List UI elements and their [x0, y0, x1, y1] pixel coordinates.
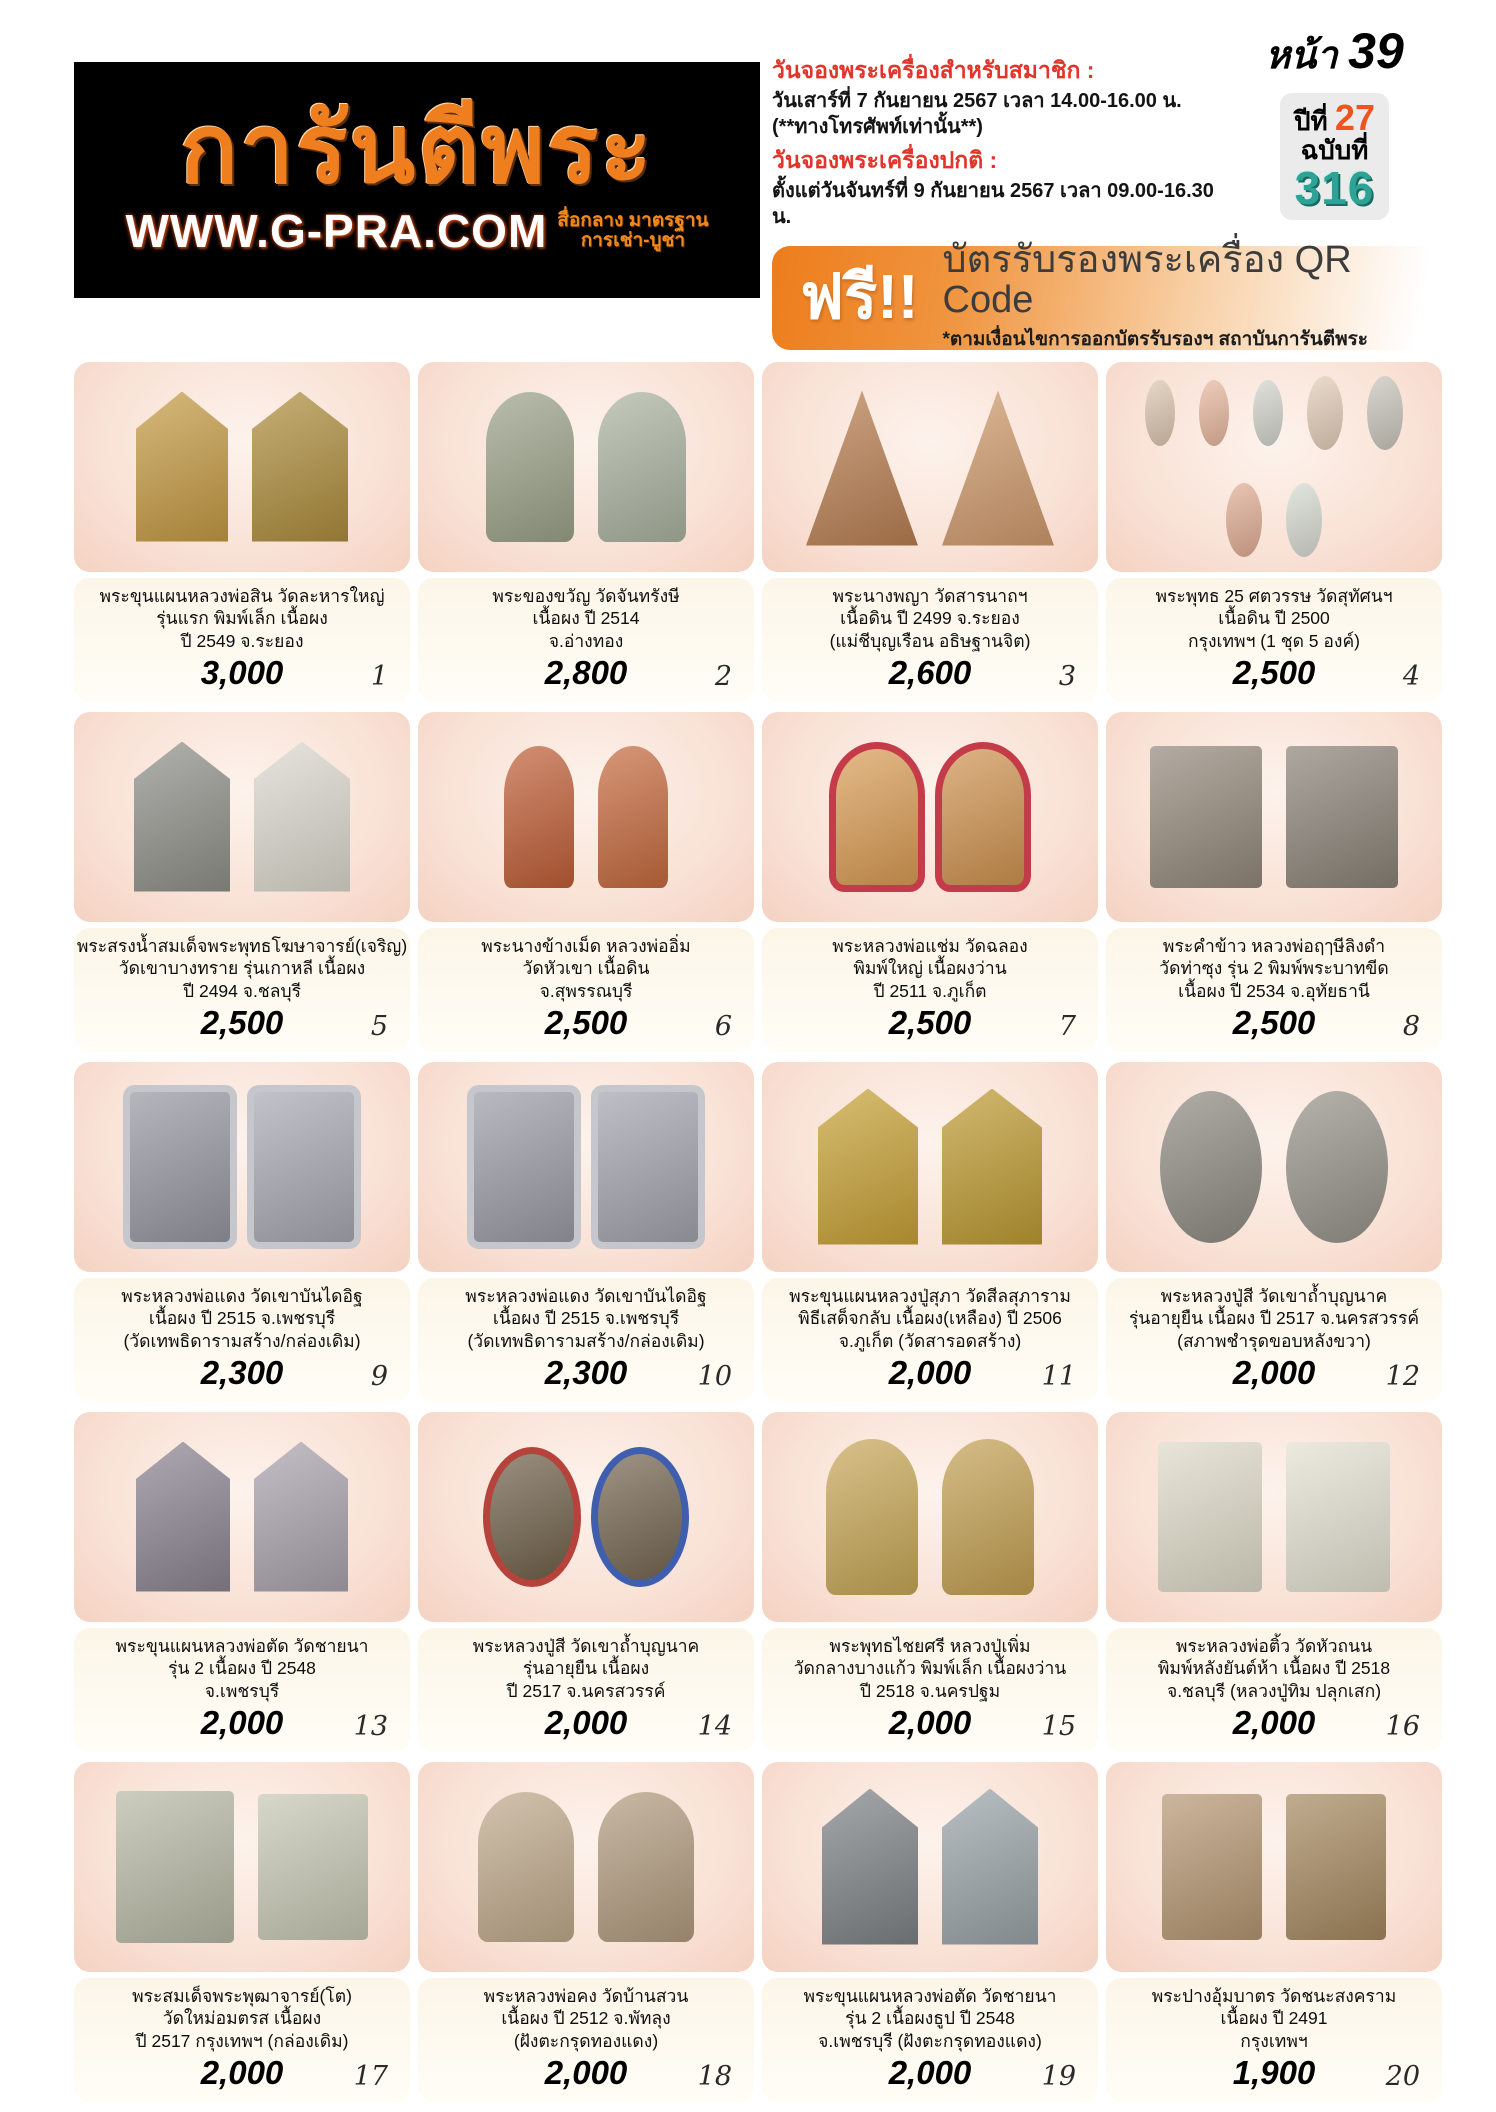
item-location-line: (ฝังตะกรุดทองแดง) [513, 2031, 659, 2051]
item-title: พระหลวงพ่อแดง วัดเขาบันไดอิฐ [465, 1285, 707, 1306]
amulet-photo [762, 1062, 1098, 1272]
item-number: 2 [714, 660, 732, 692]
item-detail-line: รุ่นอายุยืน เนื้อผง ปี 2517 จ.นครสวรรค์ [1128, 1308, 1420, 1329]
item-number: 6 [714, 1010, 732, 1042]
item-location-line: จ.ภูเก็ต (วัดสารอดสร้าง) [838, 1331, 1022, 1351]
item-title: พระคำข้าว หลวงพ่อฤๅษีลิงดำ [1162, 935, 1386, 956]
amulet-image [1162, 1794, 1262, 1940]
amulet-image [942, 388, 1054, 546]
amulet-photo [74, 1762, 410, 1972]
item-title: พระหลวงปู่สี วัดเขาถ้ำบุญนาค [472, 1635, 700, 1656]
amulet-image [1286, 746, 1398, 888]
amulet-photo [418, 1762, 754, 1972]
amulet-grid [74, 362, 1442, 2102]
item-price: 2,600 [888, 653, 972, 691]
item-location-line: ปี 2517 จ.นครสวรรค์ [506, 1681, 666, 1701]
item-detail-line: เนื้อดิน ปี 2500 [1218, 608, 1330, 629]
item-title: พระขุนแผนหลวงพ่อตัด วัดชายนา [115, 1635, 369, 1656]
catalog-item [74, 1062, 410, 1402]
amulet-image [1160, 1091, 1262, 1243]
amulet-photo [1106, 1762, 1442, 1972]
amulet-photo [762, 362, 1098, 572]
item-location-line: กรุงเทพฯ (1 ชุด 5 องค์) [1188, 631, 1360, 651]
item-title: พระหลวงพ่อแช่ม วัดฉลอง [832, 935, 1028, 956]
banner-title: บัตรรับรองพระเครื่อง QR Code [942, 239, 1352, 321]
item-price: 2,500 [1232, 1003, 1316, 1041]
item-detail-line: เนื้อผง ปี 2491 [1220, 2008, 1328, 2029]
item-caption [74, 578, 410, 702]
item-caption [74, 928, 410, 1052]
amulet-image [942, 749, 1024, 885]
amulet-image [826, 1439, 918, 1595]
item-detail-line: เนื้อผง ปี 2515 จ.เพชรบุรี [492, 1308, 680, 1329]
amulet-image [942, 1439, 1034, 1595]
item-location-line: เนื้อผง ปี 2534 จ.อุทัยธานี [1178, 981, 1370, 1001]
free-label: ฟรี!! [800, 262, 919, 332]
catalog-item [762, 1762, 1098, 2102]
amulet-image [1158, 1442, 1262, 1592]
item-caption [762, 1628, 1098, 1752]
catalog-item [418, 1412, 754, 1752]
item-title: พระขุนแผนหลวงปู่สุภา วัดสีลสุภาราม [789, 1285, 1071, 1306]
item-detail-line: วัดหัวเขา เนื้อดิน [522, 958, 650, 979]
item-title: พระพุทธไชยศรี หลวงปู่เพิ่ม [829, 1635, 1031, 1656]
amulet-photo [1106, 712, 1442, 922]
booking-member-label: วันจองพระเครื่องสำหรับสมาชิก : [772, 57, 1095, 83]
item-location-line: (แม่ชีบุญเรือน อธิษฐานจิต) [829, 631, 1031, 651]
catalog-item [418, 1762, 754, 2102]
item-title: พระขุนแผนหลวงพ่อสิน วัดละหารใหญ่ [99, 585, 385, 606]
amulet-image [1286, 1794, 1386, 1940]
amulet-image [252, 392, 348, 542]
item-caption [762, 928, 1098, 1052]
logo-url: WWW.G-PRA.COM [125, 205, 548, 257]
amulet-image [478, 1792, 574, 1942]
issue-number: 316 [1294, 162, 1375, 215]
item-detail-line: วัดเขาบางทราย รุ่นเกาหลี เนื้อผง [118, 958, 366, 979]
item-caption [1106, 1628, 1442, 1752]
item-detail-line: เนื้อผง ปี 2512 จ.พัทลุง [501, 2008, 671, 2029]
item-price: 2,000 [1232, 1353, 1316, 1391]
free-qr-banner [772, 239, 1442, 350]
item-caption [762, 1278, 1098, 1402]
amulet-image [942, 1789, 1038, 1945]
amulet-image [1286, 1442, 1390, 1592]
item-price: 2,500 [888, 1003, 972, 1041]
item-caption [1106, 928, 1442, 1052]
item-detail-line: พิมพ์หลังยันต์ห้า เนื้อผง ปี 2518 [1157, 1658, 1391, 1679]
amulet-photo [1106, 1062, 1442, 1272]
item-number: 14 [697, 1710, 732, 1742]
item-title: พระนางพญา วัดสารนาถฯ [832, 585, 1028, 606]
item-location-line: จ.เพชรบุรี (ฝังตะกรุดทองแดง) [818, 2031, 1042, 2051]
item-price: 2,000 [888, 2053, 972, 2091]
item-caption [418, 928, 754, 1052]
item-detail-line: วัดท่าซุง รุ่น 2 พิมพ์พระบาทขีด [1159, 958, 1389, 979]
item-location-line: ปี 2549 จ.ระยอง [180, 631, 304, 651]
item-caption [74, 1628, 410, 1752]
page-number-value: 39 [1348, 23, 1404, 79]
banner-text [943, 241, 1433, 354]
amulet-photo [762, 712, 1098, 922]
catalog-item [74, 362, 410, 702]
amulet-image [598, 392, 686, 542]
item-location-line: (วัดเทพธิดารามสร้าง/กล่องเดิม) [467, 1331, 705, 1351]
item-title: พระปางอุ้มบาตร วัดชนะสงคราม [1151, 1985, 1397, 2006]
item-detail-line: เนื้อดิน ปี 2499 จ.ระยอง [840, 608, 1020, 629]
catalog-item [762, 712, 1098, 1052]
item-number: 1 [370, 660, 388, 692]
item-price: 2,500 [200, 1003, 284, 1041]
item-title: พระของขวัญ วัดจันทรังษี [492, 585, 680, 606]
item-number: 20 [1385, 2060, 1420, 2092]
amulet-image [598, 1792, 694, 1942]
item-detail-line: พิมพ์ใหญ่ เนื้อผงว่าน [853, 958, 1007, 979]
item-location-line: จ.เพชรบุรี [204, 1681, 280, 1701]
issue-label: ฉบับที่ [1300, 134, 1369, 165]
amulet-image [836, 749, 918, 885]
amulet-image [598, 1454, 682, 1580]
item-caption [1106, 578, 1442, 702]
catalog-item [762, 1062, 1098, 1402]
amulet-photo [762, 1412, 1098, 1622]
logo-tagline-1: สื่อกลาง มาตรฐาน [557, 210, 709, 232]
amulet-photo [418, 1412, 754, 1622]
item-number: 8 [1402, 1010, 1420, 1042]
item-price: 2,300 [200, 1353, 284, 1391]
catalog-item [74, 1412, 410, 1752]
logo-title: การันตีพระ [180, 96, 654, 203]
amulet-photo [1106, 1412, 1442, 1622]
booking-member-detail: วันเสาร์ที่ 7 กันยายน 2567 เวลา 14.00-16.00 น. (**ทางโทรศัพท์เท่านั้น**) [772, 89, 1182, 138]
catalog-item [418, 1062, 754, 1402]
item-detail-line: เนื้อผง ปี 2514 [532, 608, 640, 629]
amulet-image [598, 1092, 698, 1242]
amulet-image [598, 746, 668, 888]
catalog-item [762, 362, 1098, 702]
item-number: 5 [370, 1010, 388, 1042]
item-number: 12 [1385, 1360, 1420, 1392]
amulet-image [254, 1092, 354, 1242]
item-number: 3 [1058, 660, 1076, 692]
amulet-image [130, 1092, 230, 1242]
item-number: 11 [1041, 1360, 1076, 1392]
amulet-image [134, 742, 230, 892]
item-number: 13 [353, 1710, 388, 1742]
item-title: พระหลวงพ่อแดง วัดเขาบันไดอิฐ [121, 1285, 363, 1306]
amulet-image [116, 1791, 234, 1943]
amulet-image [818, 1089, 918, 1245]
item-detail-line: วัดกลางบางแก้ว พิมพ์เล็ก เนื้อผงว่าน [793, 1658, 1067, 1679]
item-location-line: ปี 2517 กรุงเทพฯ (กล่องเดิม) [135, 2031, 349, 2051]
page-header [74, 16, 1442, 350]
page-issue-block [1227, 16, 1442, 236]
item-number: 9 [370, 1360, 388, 1392]
catalog-item [74, 1762, 410, 2102]
amulet-image [942, 1089, 1042, 1245]
item-number: 7 [1058, 1010, 1076, 1042]
item-title: พระหลวงปู่สี วัดเขาถ้ำบุญนาค [1160, 1285, 1388, 1306]
amulet-photo [74, 1412, 410, 1622]
amulet-photo [418, 362, 754, 572]
item-caption [418, 578, 754, 702]
issue-year-label: ปีที่ [1294, 106, 1328, 136]
item-price: 2,000 [200, 2053, 284, 2091]
amulet-image [1226, 483, 1262, 557]
item-detail-line: รุ่น 2 เนื้อผง ปี 2548 [168, 1658, 316, 1679]
amulet-image [490, 1454, 574, 1580]
item-title: พระขุนแผนหลวงพ่อตัด วัดชายนา [803, 1985, 1057, 2006]
item-caption [418, 1978, 754, 2102]
booking-normal-detail: ตั้งแต่วันจันทร์ที่ 9 กันยายน 2567 เวลา 09.00-16.30 น. [772, 179, 1214, 228]
catalog-item [762, 1412, 1098, 1752]
item-price: 3,000 [200, 653, 284, 691]
item-detail-line: เนื้อผง ปี 2515 จ.เพชรบุรี [148, 1308, 336, 1329]
amulet-image [254, 1442, 348, 1592]
logo-tagline [557, 211, 708, 251]
logo-subline [125, 204, 708, 258]
item-caption [1106, 1978, 1442, 2102]
item-price: 2,800 [544, 653, 628, 691]
catalog-item [1106, 712, 1442, 1052]
catalog-item [1106, 1762, 1442, 2102]
item-location-line: จ.ชลบุรี (หลวงปู่ทิม ปลุกเสก) [1166, 1681, 1382, 1701]
item-price: 2,000 [544, 2053, 628, 2091]
amulet-image [486, 392, 574, 542]
item-title: พระพุทธ 25 ศตวรรษ วัดสุทัศนฯ [1155, 585, 1393, 606]
item-location-line: ปี 2494 จ.ชลบุรี [183, 981, 301, 1001]
amulet-image [1367, 376, 1403, 450]
item-price: 2,000 [200, 1703, 284, 1741]
amulet-photo [74, 712, 410, 922]
amulet-photo [74, 362, 410, 572]
amulet-photo [418, 1062, 754, 1272]
item-caption [762, 1978, 1098, 2102]
item-caption [74, 1278, 410, 1402]
catalog-item [418, 712, 754, 1052]
catalog-item [1106, 1062, 1442, 1402]
amulet-image [136, 1442, 230, 1592]
item-price: 1,900 [1232, 2053, 1316, 2091]
catalog-item [74, 712, 410, 1052]
amulet-image [474, 1092, 574, 1242]
item-detail-line: รุ่นแรก พิมพ์เล็ก เนื้อผง [156, 608, 328, 629]
amulet-image [1307, 376, 1343, 450]
item-detail-line: รุ่น 2 เนื้อผงธูป ปี 2548 [845, 2008, 1015, 2029]
item-location-line: (สภาพชำรุดขอบหลังขวา) [1177, 1331, 1371, 1351]
item-price: 2,300 [544, 1353, 628, 1391]
banner-subtitle: *ตามเงื่อนไขการออกบัตรรับรองฯ สถาบันการันตีพระ [942, 328, 1369, 350]
amulet-image [1145, 380, 1175, 446]
item-title: พระหลวงพ่อคง วัดบ้านสวน [483, 1985, 689, 2006]
amulet-image [1286, 1091, 1388, 1243]
item-number: 16 [1385, 1710, 1420, 1742]
amulet-image [258, 1794, 368, 1940]
page-number [1227, 22, 1442, 85]
header-top [772, 16, 1442, 236]
gpra-logo [74, 62, 760, 298]
booking-normal-label: วันจองพระเครื่องปกติ : [772, 146, 998, 173]
item-number: 15 [1041, 1710, 1076, 1742]
issue-year-value: 27 [1334, 97, 1375, 138]
item-number: 18 [697, 2060, 732, 2092]
item-caption [418, 1278, 754, 1402]
item-number: 10 [697, 1360, 732, 1392]
item-location-line: ปี 2518 จ.นครปฐม [859, 1681, 1001, 1701]
item-location-line: กรุงเทพฯ [1240, 2031, 1308, 2051]
item-location-line: ปี 2511 จ.ภูเก็ต [873, 981, 987, 1001]
item-detail-line: วัดใหม่อมตรส เนื้อผง [162, 2008, 322, 2029]
amulet-image [136, 392, 228, 542]
item-title: พระหลวงพ่อติ้ว วัดหัวถนน [1175, 1635, 1373, 1656]
item-title: พระสมเด็จพระพุฒาจารย์(โต) [132, 1985, 352, 2006]
item-title: พระนางข้างเม็ด หลวงพ่ออิ่ม [481, 935, 691, 956]
amulet-photo [74, 1062, 410, 1272]
issue-year-line [1294, 99, 1375, 137]
amulet-image [1199, 380, 1229, 446]
item-location-line: จ.อ่างทอง [548, 631, 624, 651]
item-caption [74, 1978, 410, 2102]
amulet-photo [418, 712, 754, 922]
amulet-image [1253, 380, 1283, 446]
amulet-photo [762, 1762, 1098, 1972]
issue-badge [1280, 93, 1389, 220]
page-label: หน้า [1265, 35, 1338, 77]
item-price: 2,000 [544, 1703, 628, 1741]
amulet-image [254, 742, 350, 892]
amulet-image [504, 746, 574, 888]
amulet-image [1150, 746, 1262, 888]
item-location-line: (วัดเทพธิดารามสร้าง/กล่องเดิม) [123, 1331, 361, 1351]
item-caption [762, 578, 1098, 702]
amulet-image [822, 1789, 918, 1945]
logo-tagline-2: การเช่า-บูชา [580, 230, 686, 251]
item-detail-line: รุ่นอายุยืน เนื้อผง [522, 1658, 650, 1679]
item-price: 2,000 [1232, 1703, 1316, 1741]
amulet-photo [1106, 362, 1442, 572]
item-caption [418, 1628, 754, 1752]
amulet-image [1286, 483, 1322, 557]
item-price: 2,500 [544, 1003, 628, 1041]
item-caption [1106, 1278, 1442, 1402]
item-number: 17 [353, 2060, 388, 2092]
catalog-item [1106, 362, 1442, 702]
item-title: พระสรงน้ำสมเด็จพระพุทธโฆษาจารย์(เจริญ) [76, 935, 408, 956]
item-number: 4 [1402, 660, 1420, 692]
item-location-line: จ.สุพรรณบุรี [539, 981, 633, 1001]
item-price: 2,000 [888, 1353, 972, 1391]
header-right [772, 16, 1442, 350]
catalog-item [418, 362, 754, 702]
item-number: 19 [1041, 2060, 1076, 2092]
item-price: 2,000 [888, 1703, 972, 1741]
item-price: 2,500 [1232, 653, 1316, 691]
amulet-image [806, 388, 918, 546]
item-detail-line: พิธีเสด็จกลับ เนื้อผง(เหลือง) ปี 2506 [798, 1308, 1062, 1329]
catalog-item [1106, 1412, 1442, 1752]
booking-info [772, 16, 1227, 236]
